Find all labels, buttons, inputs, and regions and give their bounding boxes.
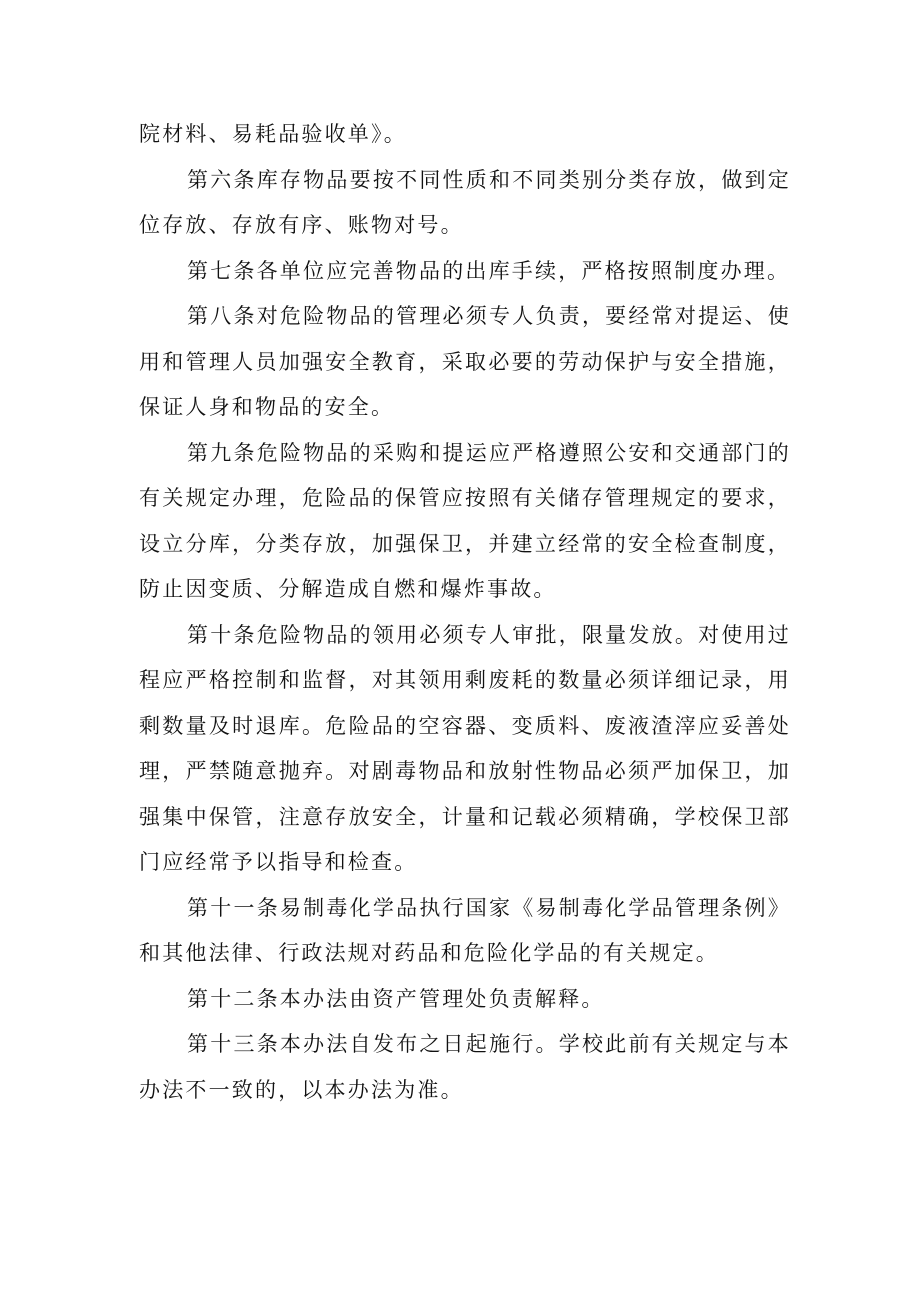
- paragraph-continuation: 院材料、易耗品验收单》。: [139, 122, 407, 146]
- article-9: 第九条危险物品的采购和提运应严格遵照公安和交通部门的有关规定办理，危险品的保管应按照有关储存管理规定的要求，设立分库，分类存放，加强保卫，并建立经常的安全检查制度，防止因变质、分解造成自燃和爆炸事故。: [139, 440, 791, 601]
- article-11: 第十一条易制毒化学品执行国家《易制毒化学品管理条例》和其他法律、行政法规对药品和危险化学品的有关规定。: [139, 895, 791, 965]
- article-12: 第十二条本办法由资产管理处负责解释。: [187, 986, 605, 1011]
- article-6: 第六条库存物品要按不同性质和不同类别分类存放，做到定位存放、存放有序、账物对号。: [139, 167, 791, 237]
- document-body: [139, 112, 791, 1113]
- article-10: 第十条危险物品的领用必须专人审批，限量发放。对使用过程应严格控制和监督，对其领用剩废耗的数量必须详细记录，用剩数量及时退库。危险品的空容器、变质料、废液渣滓应妥善处理，严禁随意抛弃。对剧毒物品和放射性物品必须严加保卫，加强集中保管，注意存放安全，计量和记载必须精确，学校保卫部门应经常予以指导和检查。: [139, 622, 791, 874]
- article-13: 第十三条本办法自发布之日起施行。学校此前有关规定与本办法不一致的，以本办法为准。: [139, 1032, 791, 1102]
- article-7: 第七条各单位应完善物品的出库手续，严格按照制度办理。: [187, 258, 791, 283]
- article-8: 第八条对危险物品的管理必须专人负责，要经常对提运、使用和管理人员加强安全教育，采取必要的劳动保护与安全措施，保证人身和物品的安全。: [139, 304, 791, 419]
